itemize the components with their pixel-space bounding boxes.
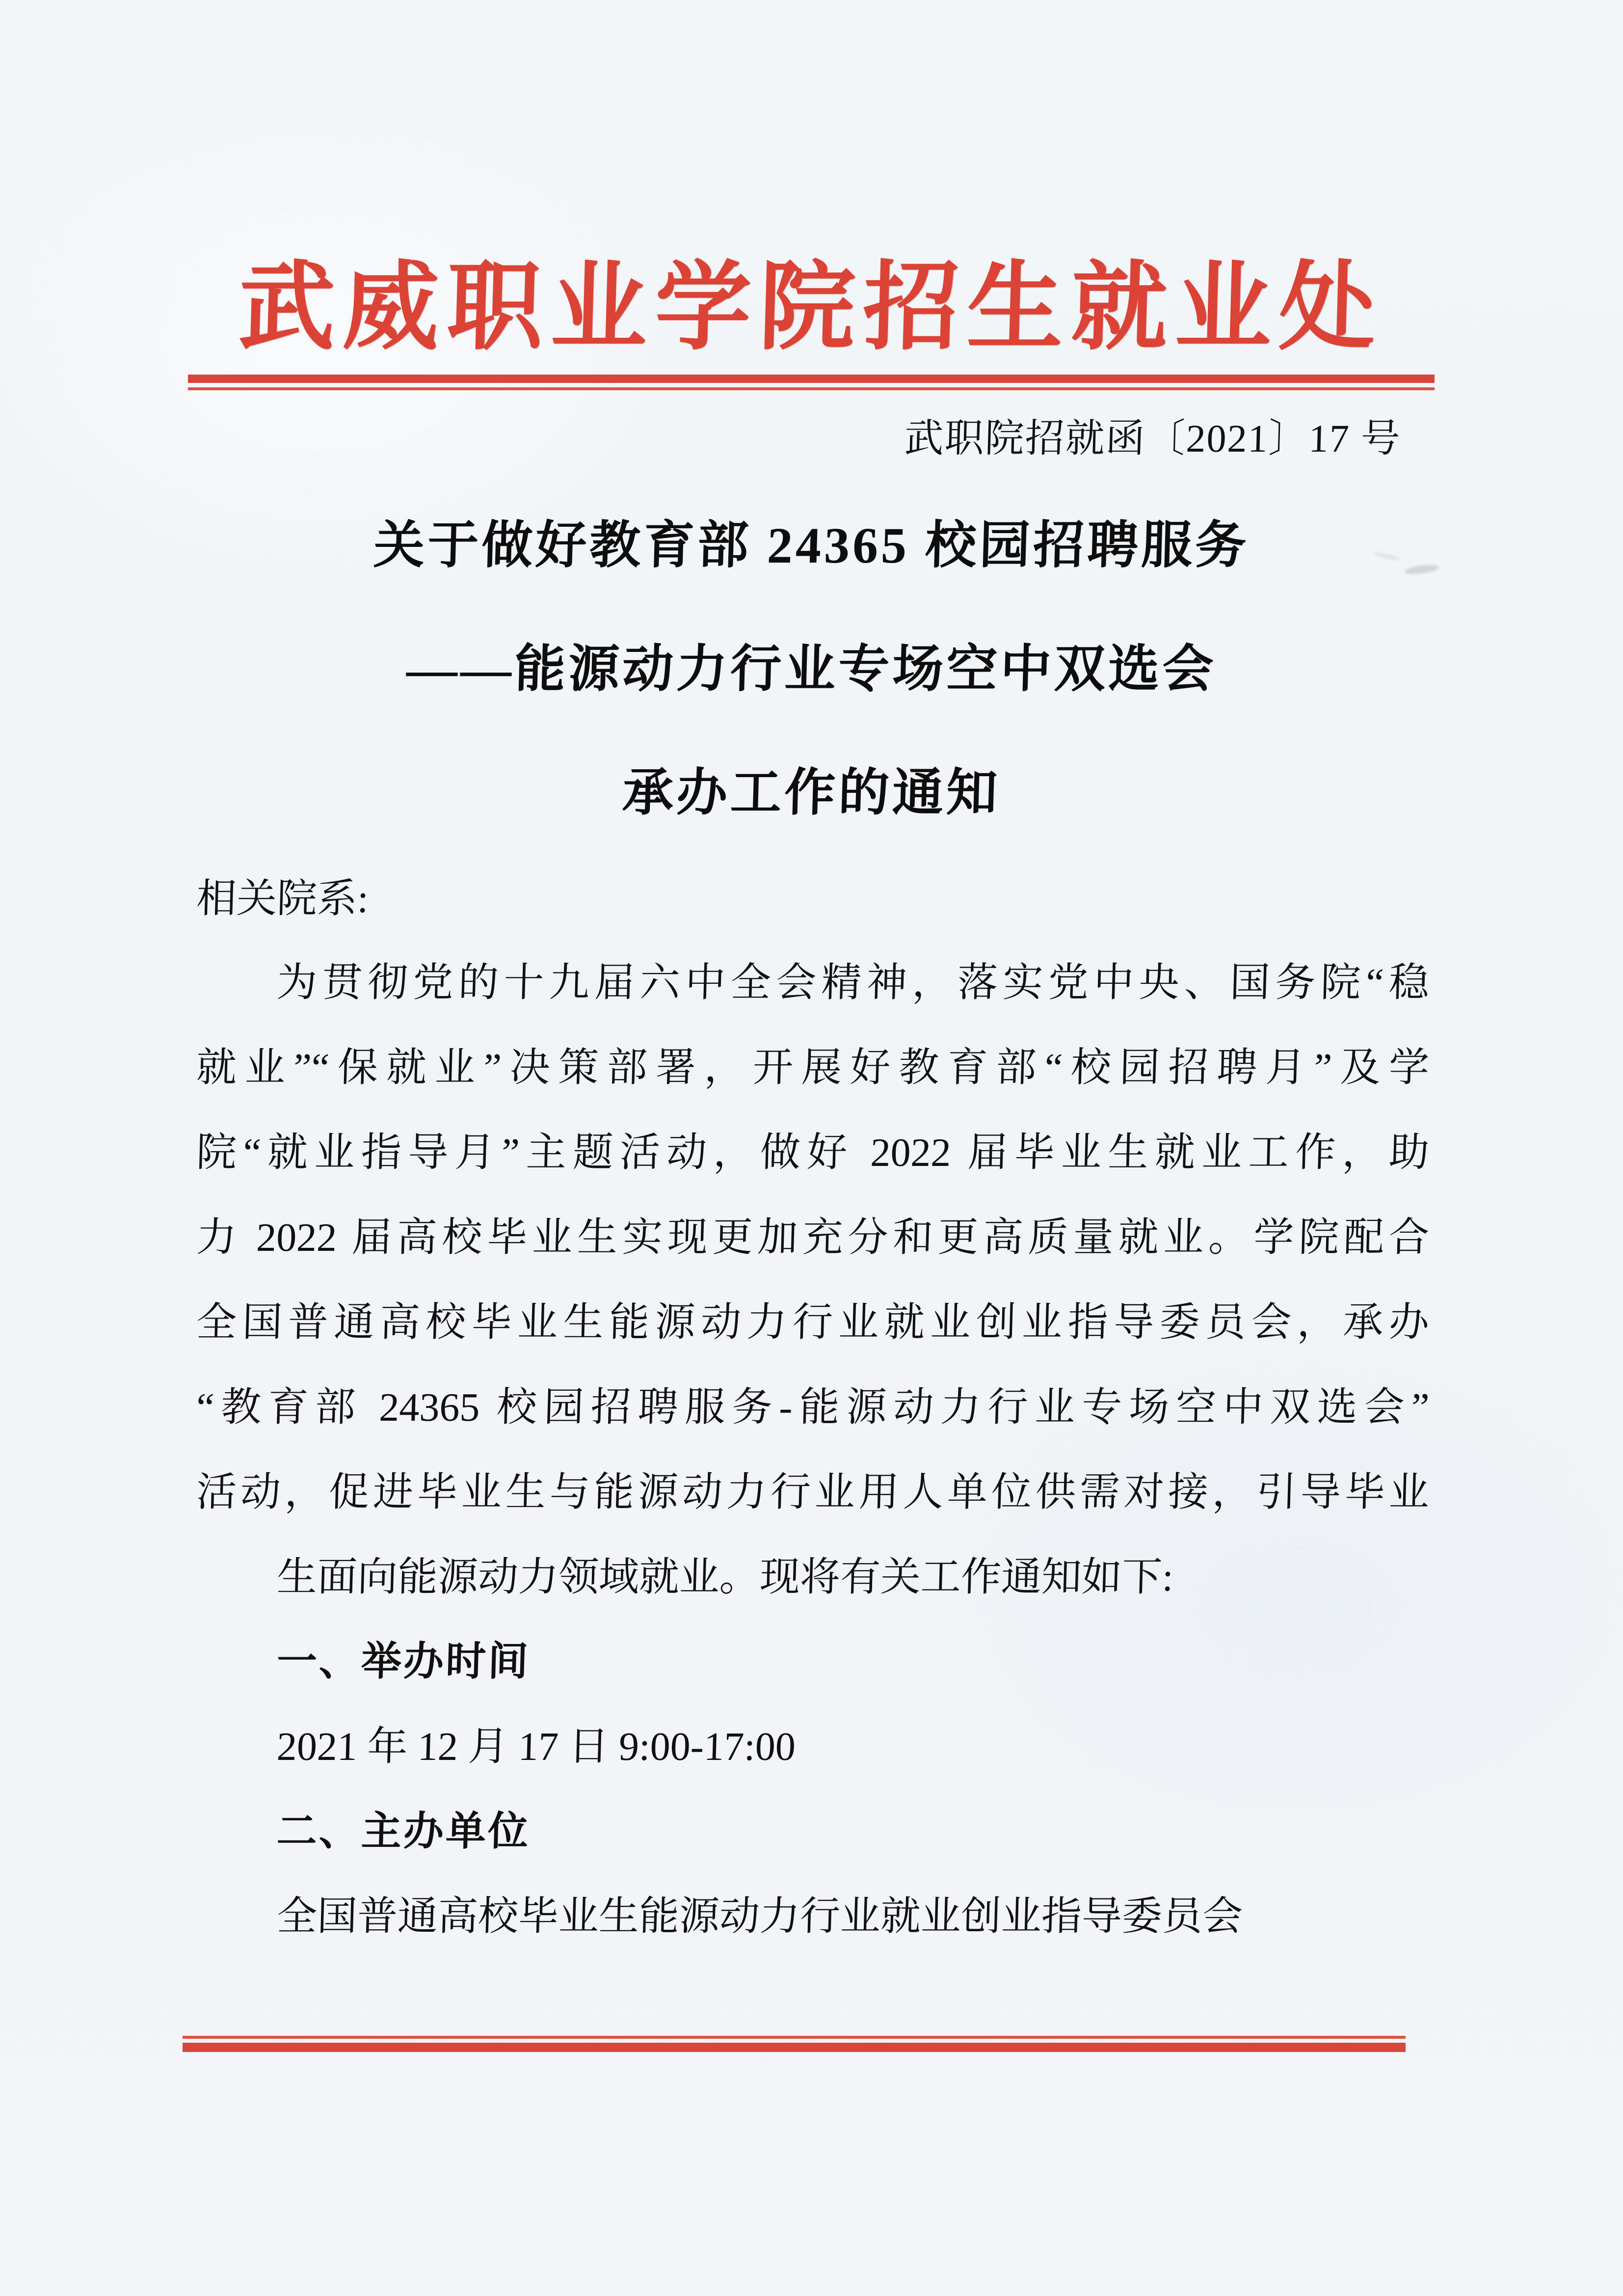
- doc-number: 武职院招就函〔2021〕17 号: [904, 417, 1402, 460]
- body-line: 院“就业指导月”主题活动，做好 2022 届毕业生就业工作，助: [195, 1130, 1430, 1175]
- section-heading-time: 一、举办时间: [276, 1639, 531, 1684]
- salutation: 相关院系:: [195, 876, 370, 921]
- red-separator-top-thin: [188, 387, 1435, 390]
- notice-title-line-3: 承办工作的通知: [621, 765, 1001, 821]
- body-line: 力 2022 届高校毕业生实现更加充分和更高质量就业。学院配合: [195, 1215, 1430, 1260]
- body-line: “教育部 24365 校园招聘服务-能源动力行业专场空中双选会”: [195, 1385, 1430, 1430]
- body-line: 就业”“保就业”决策部署，开展好教育部“校园招聘月”及学: [195, 1045, 1430, 1090]
- red-separator-top-thick: [188, 375, 1435, 383]
- red-separator-bottom-thick: [183, 2043, 1406, 2052]
- body-line: 生面向能源动力领域就业。现将有关工作通知如下:: [276, 1555, 1174, 1599]
- red-separator-bottom-thin: [183, 2036, 1406, 2039]
- notice-title-line-2: ——能源动力行业专场空中双选会: [405, 641, 1217, 698]
- org-header-title: 武威职业学院招生就业处: [237, 255, 1385, 361]
- section-content-organizer: 全国普通高校毕业生能源动力行业就业创业指导委员会: [276, 1894, 1244, 1939]
- body-line: 为贯彻党的十九届六中全会精神，落实党中央、国务院“稳: [276, 960, 1430, 1005]
- section-heading-organizer: 二、主办单位: [276, 1809, 531, 1854]
- notice-title-line-1: 关于做好教育部 24365 校园招聘服务: [372, 517, 1250, 574]
- body-line: 全国普通高校毕业生能源动力行业就业创业指导委员会，承办: [195, 1300, 1430, 1345]
- section-content-time: 2021 年 12 月 17 日 9:00-17:00: [276, 1724, 797, 1769]
- body-line: 活动，促进毕业生与能源动力行业用人单位供需对接，引导毕业: [195, 1470, 1430, 1514]
